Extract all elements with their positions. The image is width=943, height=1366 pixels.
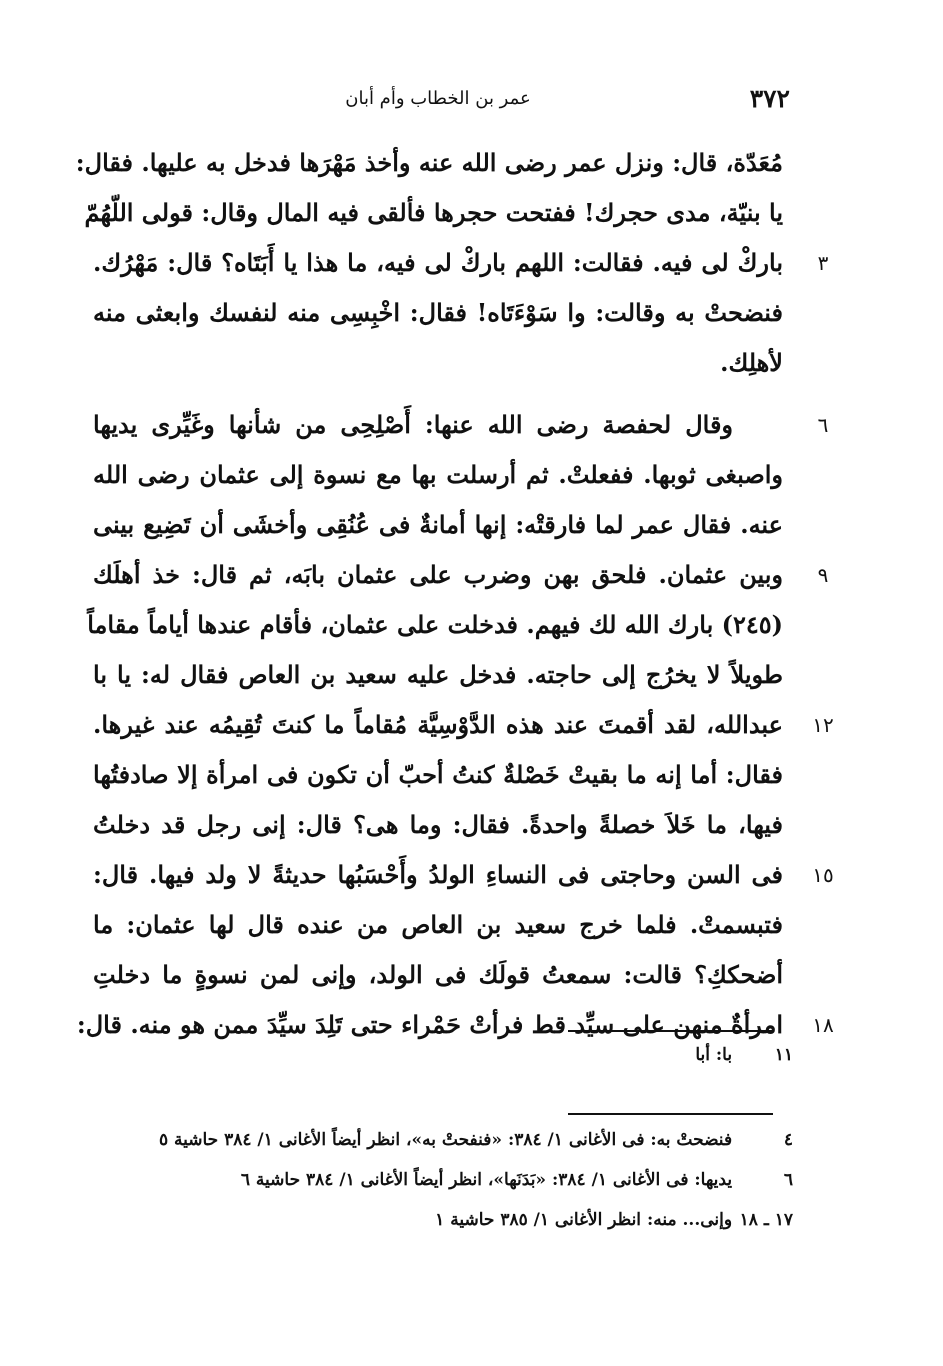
footnote-ref: ٤ — [783, 1130, 793, 1150]
apparatus-note-ref: ١١ — [774, 1045, 793, 1065]
text-line: فنضحتْ به وقالت: وا سَوْءَتَاه! فقال: اخْبِسِى منه لنفسك وابعثى منه — [93, 298, 784, 327]
line-number: ٦ — [817, 413, 829, 437]
footnote-ref: ٦ — [783, 1170, 793, 1190]
footnote — [133, 1123, 793, 1157]
text-line: مُعَدّة، قال: ونزل عمر رضى الله عنه وأخذ مَهْرَها فدخل به عليها. فقال: — [75, 148, 783, 177]
footnote-ref: ١٧ ـ ١٨ — [739, 1210, 793, 1230]
text-line: (٢٤٥) بارك الله لك فيهم. فدخلت على عثمان، فأقام عندها أياماً مقاماً — [87, 610, 783, 639]
text-line: طويلاً لا يخرُج إلى حاجته. فدخل عليه سعيد بن العاص فقال له: يا با — [93, 660, 783, 689]
footnotes-separator — [568, 1113, 773, 1115]
apparatus-separator — [568, 1030, 773, 1032]
footnote — [133, 1203, 793, 1237]
footnote-text: وإنى... منه: انظر الأغانى ١/ ٣٨٥ حاشية ١ — [435, 1210, 733, 1230]
text-line: فقال: أما إنه ما بقيتْ خَصْلةٌ كنتُ أحبّ أن تكون فى امرأة إلا صادفتُها — [93, 760, 784, 789]
line-number: ٣ — [817, 251, 829, 275]
text-line: فتبسمتْ. فلما خرج سعيد بن العاص من عنده قال لها عثمان: ما — [93, 910, 783, 939]
running-header — [90, 84, 790, 118]
text-line: عبدالله، لقد أقمتَ عند هذه الدَّوْسِيَّة مُقاماً ما كنتَ تُقِيمُه عند غيرها. — [93, 710, 783, 739]
line-number: ١٥ — [812, 863, 834, 887]
text-line: باركْ لى فيه. فقالت: اللهم باركْ لى فيه، ما هذا يا أَبَتَاه؟ قال: مَهْرُك. — [93, 248, 783, 277]
text-line: لأهلِك. — [720, 348, 783, 377]
footnote — [133, 1163, 793, 1197]
text-line: وقال لحفصة رضى الله عنها: أَصْلِحِى من شأنها وغَيِّرى يديها — [93, 410, 734, 439]
page-number: ٣٧٢ — [749, 84, 790, 113]
running-title: عمر بن الخطاب وأم أبان — [345, 88, 531, 109]
text-line: فيها، ما خَلاَ خصلةً واحدةً. فقال: وما هى؟ قال: إنى رجل قد دخلتُ — [93, 810, 783, 839]
text-line: امرأةٌ منهن على سيِّد قط فرأتْ حَمْراء حتى تَلِدَ سيِّدَ ممن هو منه. قال: — [76, 1010, 783, 1039]
text-line: أضحككِ؟ قالت: سمعتُ قولَك فى الولد، وإنى لمن نسوةٍ ما دخلتِ — [93, 960, 783, 989]
text-line: يا بنيّة، مدى حجرك! ففتحت حجرها فألقى فيه المال وقال: قولى اللّهُمّ — [84, 198, 783, 227]
line-number: ١٢ — [812, 713, 834, 737]
apparatus-note — [133, 1038, 793, 1072]
text-line: وبين عثمان. فلحق بهن وضرب على عثمان بابَه، ثم قال: خذ أهلَك — [93, 560, 783, 589]
line-number: ١٨ — [812, 1013, 834, 1037]
text-line: واصبغى ثوبها. ففعلتْ. ثم أرسلت بها مع نسوة إلى عثمان رضى الله — [93, 460, 783, 489]
line-number: ٩ — [817, 563, 829, 587]
apparatus-note-text: با: أبا — [695, 1045, 733, 1065]
footnote-text: فنضحتْ به: فى الأغانى ١/ ٣٨٤: «فنفحتْ به»، انظر أيضاً الأغانى ١/ ٣٨٤ حاشية ٥ — [158, 1130, 733, 1150]
text-line: عنه. فقال عمر لما فارقتْه: إنها أمانةٌ فى عُنُقِى وأخشَى أن تَضِيع بينى — [93, 510, 783, 539]
footnote-text: يديها: فى الأغانى ١/ ٣٨٤: «بَدَنَها»، انظر أيضاً الأغانى ١/ ٣٨٤ حاشية ٦ — [240, 1170, 733, 1190]
text-line: فى السن وحاجتى فى النساءِ الولدُ وأَحْسَبُها حديثةً لا ولد فيها. قال: — [93, 860, 783, 889]
